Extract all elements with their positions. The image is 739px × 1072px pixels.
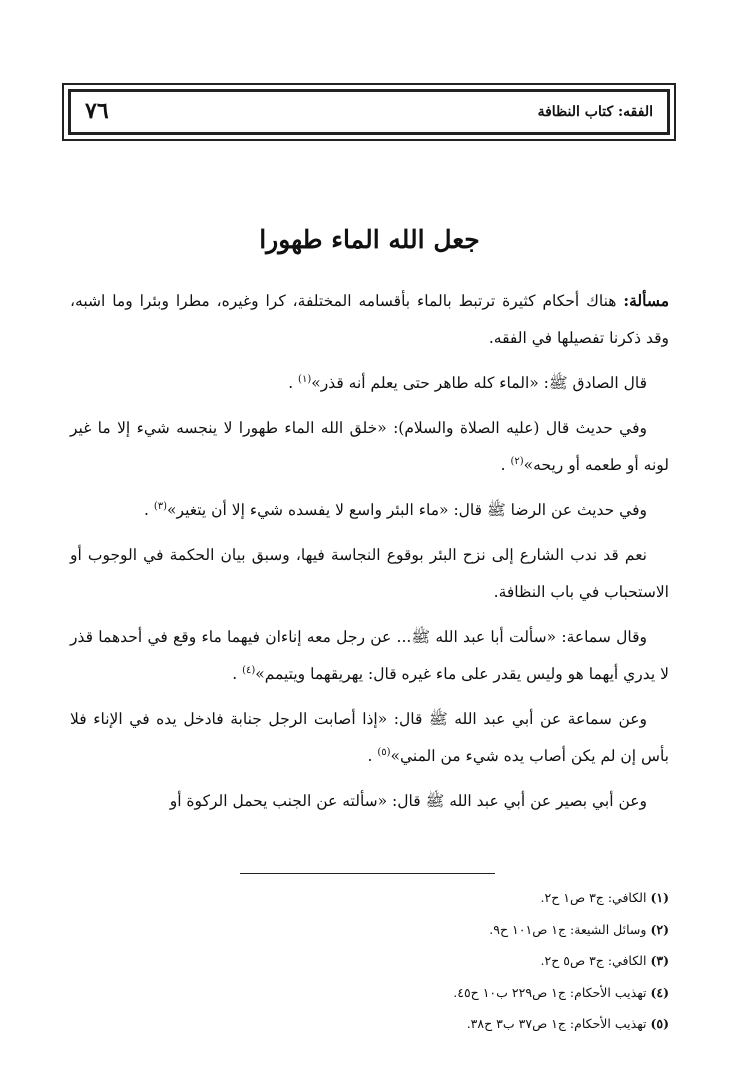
paragraph: وعن سماعة عن أبي عبد الله ﷺ قال: «إذا أصابت الرجل جنابة فادخل يده في الإناء فلا بأس إن لم يكن أصاب يده شيء من المني»$^{(٥)}$ . [70,710,669,765]
footnote [70,1008,669,1040]
footnote-divider [240,873,495,874]
footnote-ref: (٢) [510,455,524,467]
footnote-number: (٢) [650,921,669,937]
footnote-text: الكافي: ج٣ ص٥ ح٢. [540,953,647,968]
lead-word: مسألة: [623,291,669,310]
page-number: ٧٦ [85,98,109,124]
paragraph-text: هناك أحكام كثيرة ترتبط بالماء بأقسامه المختلفة، كرا وغيره، مطرا وبئرا وما اشبه، وقد ذكرنا تفصيلها في الفقه. [70,292,669,347]
paragraph-text: قال الصادق ﷺ: «الماء كله طاهر حتى يعلم أنه قذر» [311,374,647,392]
footnote-text: تهذيب الأحكام: ج١ ص٣٧ ب٣ ح٣٨. [466,1016,647,1031]
paragraph-text: وعن سماعة عن أبي عبد الله ﷺ قال: «إذا أصابت الرجل جنابة فادخل يده في الإناء فلا بأس إن لم يكن أصاب يده شيء من المني» [70,710,669,765]
footnote [70,945,669,977]
footnote-ref: (٤) [242,664,256,676]
footnote-text: الكافي: ج٣ ص١ ح٢. [540,890,647,905]
footnote-number: (٤) [650,984,669,1000]
page-header-inner-frame [68,89,670,135]
paragraph: قال الصادق ﷺ: «الماء كله طاهر حتى يعلم أنه قذر»$^{(١)}$ . [288,373,647,392]
footnote-ref: (١) [298,373,312,385]
footnote-number: (٥) [650,1016,669,1031]
paragraph: وفي حديث قال (عليه الصلاة والسلام): «خلق الله الماء طهورا لا ينجسه شيء إلا ما غير لونه أو طعمه أو ريحه»$^{(٢)}$ . [70,419,669,474]
paragraph-text: نعم قد ندب الشارع إلى نزح البئر بوقوع النجاسة فيها، وسبق بيان الحكمة في الوجوب أو الاستحباب في باب النظافة. [70,546,669,601]
paragraph: وفي حديث عن الرضا ﷺ قال: «ماء البئر واسع لا يفسده شيء إلا أن يتغير»$^{(٣)}$ . [144,500,647,519]
footnote-text: تهذيب الأحكام: ج١ ص٢٢٩ ب١٠ ح٤٥. [453,984,647,1000]
footnote-text: وسائل الشيعة: ج١ ص١٠١ ح٩. [489,921,647,937]
paragraph-text: وفي حديث عن الرضا ﷺ قال: «ماء البئر واسع لا يفسده شيء إلا أن يتغير» [167,501,647,519]
chapter-title: جعل الله الماء طهورا [259,225,480,254]
paragraph-text: وفي حديث قال (عليه الصلاة والسلام): «خلق الله الماء طهورا لا ينجسه شيء إلا ما غير لونه أو طعمه أو ريحه» [70,419,669,474]
body-text [70,282,669,828]
footnote-ref: (٣) [153,500,168,512]
page-header [62,83,676,141]
paragraph-text: وقال سماعة: «سألت أبا عبد الله ﷺ... عن رجل معه إناءان فيهما ماء وقع في أحدهما قذر لا يدري أيهما هو وليس يقدر على ماء غيره قال: يهريقهما ويتيمم» [70,628,669,683]
footnote-ref: (٥) [377,746,391,758]
paragraph [70,783,669,820]
footnote-number: (١) [650,890,669,905]
footnote-number: (٣) [650,953,669,968]
paragraph [70,537,669,611]
paragraph-text: وعن أبي بصير عن أبي عبد الله ﷺ قال: «سألته عن الجنب يحمل الركوة أو [169,792,647,810]
footnotes [70,882,669,1040]
paragraph [70,282,669,357]
footnote [70,914,669,946]
footnote [70,977,669,1009]
footnote [70,882,669,914]
paragraph: وقال سماعة: «سألت أبا عبد الله ﷺ... عن رجل معه إناءان فيهما ماء وقع في أحدهما قذر لا يدري أيهما هو وليس يقدر على ماء غيره قال: يهريقهما ويتيمم»$^{(٤)}$ . [70,628,669,683]
running-title: الفقه: كتاب النظافة [537,104,653,120]
